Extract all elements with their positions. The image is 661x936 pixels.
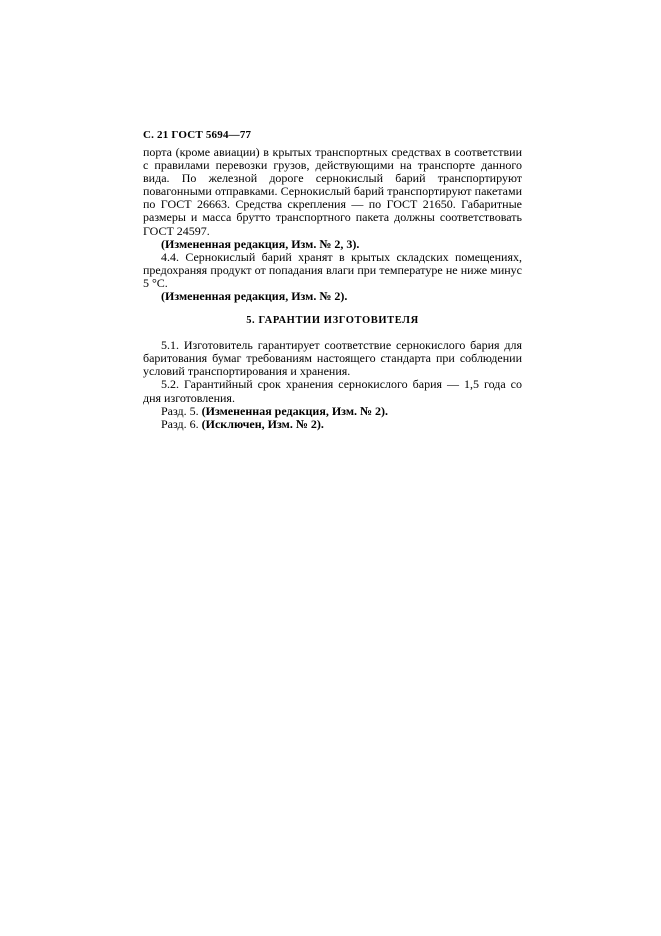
section-heading-guarantees: 5. ГАРАНТИИ ИЗГОТОВИТЕЛЯ [246, 315, 419, 327]
razd-5-label: Разд. 5. [161, 403, 202, 418]
amendment-note-1: (Измененная редакция, Изм. № 2, 3). [161, 236, 360, 251]
paragraph-5-1: 5.1. Изготовитель гарантирует соответствие сернокислого бария для баритования бумаг требованиям настоящего стандарта при соблюдении условий транспортирования и хранения. [143, 338, 522, 379]
razd-6-amendment: (Исключен, Изм. № 2). [201, 416, 324, 431]
razd-5-amendment: (Измененная редакция, Изм. № 2). [201, 403, 389, 418]
document-body [143, 146, 522, 431]
paragraph-4-4: 4.4. Сернокислый барий хранят в крытых складских помещениях, предохраняя продукт от попадания влаги при температуре не ниже минус 5 °С. [143, 249, 522, 290]
razd-6-note [143, 418, 522, 431]
paragraph-transport-continuation: порта (кроме авиации) в крытых транспортных средствах в соответствии с правилами перевозки грузов, действующими на транспорте данного вида. По железной дороге сернокислый барий транспортируют повагонными отправками. Сернокислый барий транспортируют пакетами по ГОСТ 26663. Средства скрепления — по ГОСТ 21650. Габаритные размеры и масса брутто транспортного пакета должны соответствовать ГОСТ 24597. [143, 145, 522, 238]
page-header-running-title: С. 21 ГОСТ 5694—77 [143, 129, 252, 141]
amendment-note-2: (Измененная редакция, Изм. № 2). [161, 289, 348, 304]
paragraph-5-2: 5.2. Гарантийный срок хранения сернокислого бария — 1,5 года со дня изготовления. [143, 377, 522, 405]
razd-6-label: Разд. 6. [161, 416, 202, 431]
